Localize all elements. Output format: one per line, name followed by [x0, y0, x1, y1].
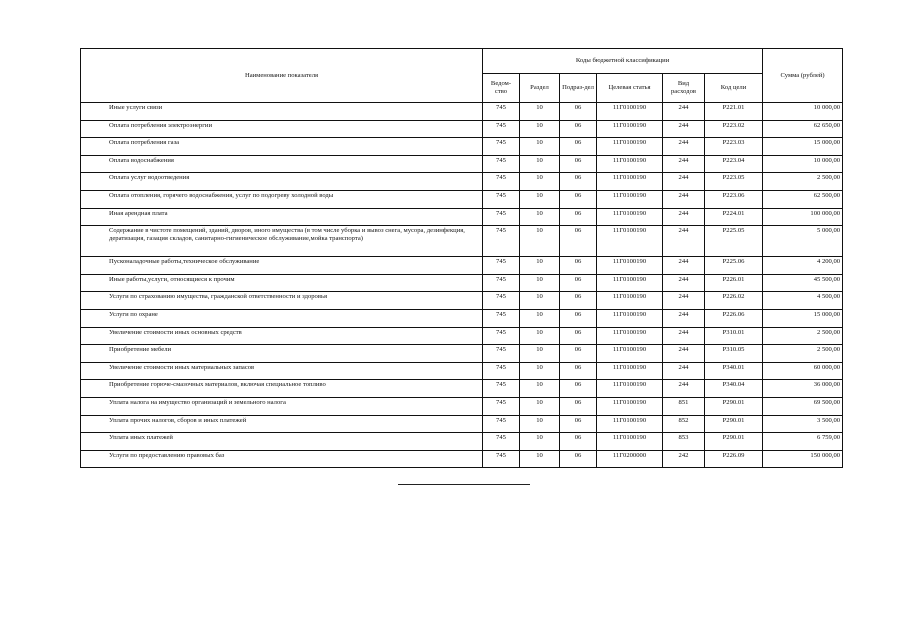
row-ved: 745 — [483, 190, 520, 208]
row-ved: 745 — [483, 138, 520, 156]
row-celevaya: 11Г0100190 — [597, 309, 663, 327]
row-name: Иные работы,услуги, относящиеся к прочим — [81, 274, 483, 292]
row-kod: Р221.01 — [705, 103, 763, 121]
row-kod: Р223.02 — [705, 120, 763, 138]
row-kod: Р226.09 — [705, 450, 763, 468]
row-name: Услуги по страхованию имущества, гражданской ответственности и здоровья — [81, 292, 483, 310]
table-row — [81, 190, 843, 208]
row-celevaya: 11Г0200000 — [597, 450, 663, 468]
row-vid: 244 — [663, 103, 705, 121]
row-celevaya: 11Г0100190 — [597, 257, 663, 275]
row-summa: 2 500,00 — [763, 345, 843, 363]
row-ved: 745 — [483, 173, 520, 191]
row-summa: 62 650,00 — [763, 120, 843, 138]
row-name: Оплата водоснабжения — [81, 155, 483, 173]
row-vid: 244 — [663, 362, 705, 380]
row-podrazdel: 06 — [560, 103, 597, 121]
row-ved: 745 — [483, 292, 520, 310]
row-razdel: 10 — [520, 380, 560, 398]
row-celevaya: 11Г0100190 — [597, 274, 663, 292]
row-ved: 745 — [483, 433, 520, 451]
row-ved: 745 — [483, 155, 520, 173]
table-row — [81, 380, 843, 398]
row-razdel: 10 — [520, 190, 560, 208]
row-celevaya: 11Г0100190 — [597, 190, 663, 208]
row-razdel: 10 — [520, 415, 560, 433]
row-name: Услуги по предоставлению правовых баз — [81, 450, 483, 468]
table-row — [81, 155, 843, 173]
row-razdel: 10 — [520, 103, 560, 121]
row-celevaya: 11Г0100190 — [597, 173, 663, 191]
row-ved: 745 — [483, 345, 520, 363]
row-vid: 244 — [663, 138, 705, 156]
header-name: Наименование показателя — [81, 49, 483, 103]
row-name: Оплата услуг водоотведения — [81, 173, 483, 191]
row-summa: 2 500,00 — [763, 327, 843, 345]
row-name: Приобретение горюче-смазочных материалов, включая специальное топливо — [81, 380, 483, 398]
row-vid: 853 — [663, 433, 705, 451]
row-razdel: 10 — [520, 450, 560, 468]
row-podrazdel: 06 — [560, 433, 597, 451]
row-celevaya: 11Г0100190 — [597, 155, 663, 173]
row-vid: 242 — [663, 450, 705, 468]
row-summa: 6 759,00 — [763, 433, 843, 451]
row-razdel: 10 — [520, 433, 560, 451]
header-kod: Код цели — [705, 74, 763, 103]
row-kod: Р310.05 — [705, 345, 763, 363]
row-razdel: 10 — [520, 155, 560, 173]
row-vid: 244 — [663, 257, 705, 275]
row-kod: Р340.04 — [705, 380, 763, 398]
row-ved: 745 — [483, 380, 520, 398]
row-kod: Р310.01 — [705, 327, 763, 345]
table-row — [81, 345, 843, 363]
table-row — [81, 103, 843, 121]
row-vid: 852 — [663, 415, 705, 433]
row-ved: 745 — [483, 226, 520, 257]
table-body — [81, 103, 843, 468]
row-name: Увеличение стоимости иных основных средств — [81, 327, 483, 345]
row-vid: 244 — [663, 120, 705, 138]
row-kod: Р290.01 — [705, 433, 763, 451]
row-celevaya: 11Г0100190 — [597, 397, 663, 415]
row-summa: 15 000,00 — [763, 309, 843, 327]
row-celevaya: 11Г0100190 — [597, 433, 663, 451]
row-vid: 851 — [663, 397, 705, 415]
table-row — [81, 208, 843, 226]
header-celevaya: Целевая статья — [597, 74, 663, 103]
row-celevaya: 11Г0100190 — [597, 380, 663, 398]
table-row — [81, 173, 843, 191]
row-celevaya: 11Г0100190 — [597, 327, 663, 345]
table-row — [81, 327, 843, 345]
table-row — [81, 257, 843, 275]
row-summa: 10 000,00 — [763, 103, 843, 121]
row-podrazdel: 06 — [560, 274, 597, 292]
row-name: Уплата налога на имущество организаций и земельного налога — [81, 397, 483, 415]
row-ved: 745 — [483, 257, 520, 275]
row-razdel: 10 — [520, 120, 560, 138]
row-razdel: 10 — [520, 138, 560, 156]
row-kod: Р223.03 — [705, 138, 763, 156]
row-celevaya: 11Г0100190 — [597, 415, 663, 433]
header-sum: Сумма (рублей) — [763, 49, 843, 103]
row-razdel: 10 — [520, 274, 560, 292]
table-row — [81, 120, 843, 138]
row-celevaya: 11Г0100190 — [597, 208, 663, 226]
header-ved: Ведом-ство — [483, 74, 520, 103]
row-kod: Р226.06 — [705, 309, 763, 327]
row-vid: 244 — [663, 380, 705, 398]
row-summa: 62 500,00 — [763, 190, 843, 208]
row-name: Оплата потребления газа — [81, 138, 483, 156]
row-razdel: 10 — [520, 257, 560, 275]
row-podrazdel: 06 — [560, 190, 597, 208]
row-razdel: 10 — [520, 292, 560, 310]
row-name: Содержание в чистоте помещений, зданий, дворов, иного имущества (в том числе уборка и вывоз снега, мусора, дезинфекция, дератизация, газация складов, санитарно-гигиеническое обслуживание,мойка транспорта) — [81, 226, 483, 257]
row-podrazdel: 06 — [560, 120, 597, 138]
row-ved: 745 — [483, 208, 520, 226]
row-summa: 60 000,00 — [763, 362, 843, 380]
row-podrazdel: 06 — [560, 362, 597, 380]
row-kod: Р224.01 — [705, 208, 763, 226]
row-kod: Р223.04 — [705, 155, 763, 173]
row-podrazdel: 06 — [560, 257, 597, 275]
row-summa: 36 000,00 — [763, 380, 843, 398]
row-podrazdel: 06 — [560, 397, 597, 415]
row-podrazdel: 06 — [560, 380, 597, 398]
row-vid: 244 — [663, 173, 705, 191]
row-podrazdel: 06 — [560, 327, 597, 345]
row-podrazdel: 06 — [560, 345, 597, 363]
row-vid: 244 — [663, 309, 705, 327]
row-ved: 745 — [483, 274, 520, 292]
table-row — [81, 415, 843, 433]
row-ved: 745 — [483, 309, 520, 327]
row-ved: 745 — [483, 415, 520, 433]
row-razdel: 10 — [520, 173, 560, 191]
header-podrazdel: Подраз-дел — [560, 74, 597, 103]
row-summa: 10 000,00 — [763, 155, 843, 173]
table-row — [81, 362, 843, 380]
table-row — [81, 397, 843, 415]
row-summa: 2 500,00 — [763, 173, 843, 191]
row-summa: 45 500,00 — [763, 274, 843, 292]
header-vid: Вид расходов — [663, 74, 705, 103]
row-podrazdel: 06 — [560, 226, 597, 257]
row-name: Пусконаладочные работы,техническое обслуживание — [81, 257, 483, 275]
row-summa: 150 000,00 — [763, 450, 843, 468]
row-summa: 3 500,00 — [763, 415, 843, 433]
row-ved: 745 — [483, 103, 520, 121]
table-header-row — [81, 49, 843, 74]
row-podrazdel: 06 — [560, 450, 597, 468]
row-vid: 244 — [663, 345, 705, 363]
row-kod: Р290.01 — [705, 397, 763, 415]
row-name: Оплата потребления электроэнергии — [81, 120, 483, 138]
row-kod: Р223.05 — [705, 173, 763, 191]
row-celevaya: 11Г0100190 — [597, 362, 663, 380]
table-row — [81, 433, 843, 451]
row-celevaya: 11Г0100190 — [597, 138, 663, 156]
row-summa: 15 000,00 — [763, 138, 843, 156]
row-name: Оплата отопления, горячего водоснабжения, услуг по подогреву холодной воды — [81, 190, 483, 208]
row-kod: Р225.06 — [705, 257, 763, 275]
table-row — [81, 138, 843, 156]
row-summa: 100 000,00 — [763, 208, 843, 226]
row-razdel: 10 — [520, 397, 560, 415]
row-vid: 244 — [663, 327, 705, 345]
row-razdel: 10 — [520, 226, 560, 257]
row-vid: 244 — [663, 274, 705, 292]
row-name: Увеличение стоимости иных материальных запасов — [81, 362, 483, 380]
row-kod: Р290.01 — [705, 415, 763, 433]
row-summa: 4 200,00 — [763, 257, 843, 275]
row-name: Уплата прочих налогов, сборов и иных платежей — [81, 415, 483, 433]
row-celevaya: 11Г0100190 — [597, 120, 663, 138]
row-vid: 244 — [663, 190, 705, 208]
row-summa: 5 000,00 — [763, 226, 843, 257]
row-celevaya: 11Г0100190 — [597, 226, 663, 257]
header-razdel: Раздел — [520, 74, 560, 103]
row-podrazdel: 06 — [560, 208, 597, 226]
table-row — [81, 450, 843, 468]
row-celevaya: 11Г0100190 — [597, 292, 663, 310]
row-razdel: 10 — [520, 345, 560, 363]
row-vid: 244 — [663, 155, 705, 173]
row-podrazdel: 06 — [560, 415, 597, 433]
row-kod: Р223.06 — [705, 190, 763, 208]
row-celevaya: 11Г0100190 — [597, 103, 663, 121]
table-row — [81, 274, 843, 292]
row-ved: 745 — [483, 397, 520, 415]
row-celevaya: 11Г0100190 — [597, 345, 663, 363]
table-row — [81, 292, 843, 310]
row-ved: 745 — [483, 327, 520, 345]
row-vid: 244 — [663, 208, 705, 226]
row-name: Уплата иных платежей — [81, 433, 483, 451]
row-kod: Р226.01 — [705, 274, 763, 292]
header-codes-group: Коды бюджетной классификации — [483, 49, 763, 74]
footer-rule — [398, 484, 530, 485]
budget-table — [80, 48, 843, 468]
row-summa: 69 500,00 — [763, 397, 843, 415]
row-name: Иная арендная плата — [81, 208, 483, 226]
row-kod: Р226.02 — [705, 292, 763, 310]
row-podrazdel: 06 — [560, 292, 597, 310]
row-podrazdel: 06 — [560, 138, 597, 156]
row-vid: 244 — [663, 226, 705, 257]
row-razdel: 10 — [520, 208, 560, 226]
row-kod: Р225.05 — [705, 226, 763, 257]
row-name: Приобретение мебели — [81, 345, 483, 363]
table-row — [81, 309, 843, 327]
row-summa: 4 500,00 — [763, 292, 843, 310]
row-ved: 745 — [483, 362, 520, 380]
row-ved: 745 — [483, 120, 520, 138]
row-name: Иные услуги связи — [81, 103, 483, 121]
row-name: Услуги по охране — [81, 309, 483, 327]
row-razdel: 10 — [520, 362, 560, 380]
row-kod: Р340.01 — [705, 362, 763, 380]
row-ved: 745 — [483, 450, 520, 468]
row-razdel: 10 — [520, 309, 560, 327]
row-razdel: 10 — [520, 327, 560, 345]
row-podrazdel: 06 — [560, 173, 597, 191]
row-podrazdel: 06 — [560, 309, 597, 327]
table-row — [81, 226, 843, 257]
row-vid: 244 — [663, 292, 705, 310]
row-podrazdel: 06 — [560, 155, 597, 173]
